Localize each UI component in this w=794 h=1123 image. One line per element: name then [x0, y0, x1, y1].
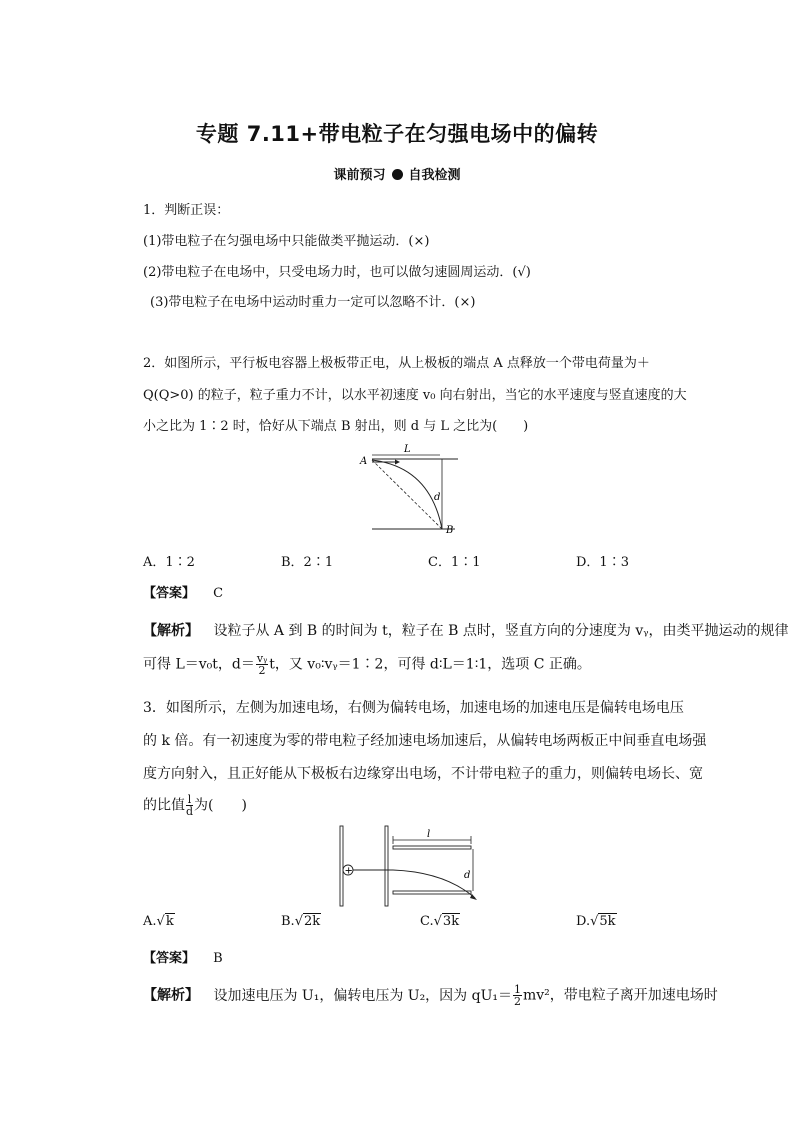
analysis-text-2a: 可得 L＝v₀t，d＝	[143, 656, 255, 673]
q3-option-a[interactable]: A.√k	[143, 914, 174, 929]
q1-stem: 1．判断正误：	[143, 203, 230, 218]
q2-analysis-line-2	[143, 653, 591, 676]
q3-answer-row	[143, 947, 223, 966]
analysis-label: 【解析】	[143, 623, 199, 639]
accel-plate-right	[385, 826, 388, 906]
label-l: l	[427, 829, 431, 840]
q3-line-3: 度方向射入，且正好能从下极板右边缘穿出电场，不计带电粒子的重力，则偏转电场长、宽	[143, 766, 703, 782]
section-subtitle	[0, 164, 794, 183]
page-title: 专题 7.11+带电粒子在匀强电场中的偏转	[195, 122, 599, 146]
subtitle-left: 课前预习	[333, 168, 386, 183]
deflect-plate-upper	[393, 846, 471, 849]
q1-item-3: (3)带电粒子在电场中运动时重力一定可以忽略不计．(×)	[150, 295, 476, 310]
analysis-label: 【解析】	[143, 987, 199, 1004]
arrowhead-icon	[395, 460, 400, 465]
q2-line-1: 2．如图所示，平行板电容器上极板带正电，从上极板的端点 A 点释放一个带电荷量为＋	[143, 356, 650, 371]
q3-line-2: 的 k 倍。有一初速度为零的带电粒子经加速电场加速后，从偏转电场两板正中间垂直电场强	[143, 733, 707, 749]
q2-option-b[interactable]: B．2∶1	[281, 555, 334, 570]
answer-label: 【答案】	[143, 951, 196, 966]
fraction-vy-over-2: $\frac{\text{vᵧ}}{2}$	[256, 652, 268, 677]
q3-figure	[335, 826, 485, 908]
q3-line-1: 3．如图所示，左侧为加速电场，右侧为偏转电场，加速电场的加速电压是偏转电场电压	[143, 700, 684, 716]
q3-line-4: 的比值 $\frac{l}{d}$ 为( )	[143, 793, 247, 818]
trajectory-curve	[372, 460, 442, 529]
particle-plus-sign: +	[344, 865, 353, 877]
deflect-plate-lower	[393, 891, 471, 894]
q3-option-c[interactable]: C.√3k	[420, 914, 460, 929]
q3-option-b[interactable]: B.√2k	[281, 914, 321, 929]
label-d: d	[434, 492, 441, 503]
subtitle-right: 自我检测	[408, 168, 461, 183]
answer-label: 【答案】	[143, 586, 196, 601]
q2-option-a[interactable]: A．1∶2	[143, 555, 195, 570]
q2-line-2: Q(Q>0) 的粒子，粒子重力不计，以水平初速度 v₀ 向右射出，当它的水平速度与竖直速度的大	[143, 388, 687, 403]
answer-value: C	[213, 586, 224, 601]
fraction-l-over-d: $\frac{l}{d}$	[186, 793, 194, 818]
q2-figure	[350, 445, 470, 535]
q3-option-d[interactable]: D.√5k	[576, 914, 616, 929]
label-A: A	[360, 456, 368, 467]
label-d-2: d	[464, 870, 471, 881]
q2-option-c[interactable]: C．1∶1	[428, 555, 481, 570]
fraction-one-half: $\frac{1}{2}$	[514, 983, 521, 1008]
analysis-text-2b: t，又 v₀∶vᵧ＝1∶2，可得 d∶L＝1∶1，选项 C 正确。	[269, 656, 591, 673]
q2-option-d[interactable]: D．1∶3	[576, 555, 629, 570]
q3-analysis-line-1: 【解析】 设加速电压为 U₁，偏转电压为 U₂，因为 qU₁＝ $\frac{1}{2}$ mv²，带电粒子离开加速电场时	[143, 983, 718, 1008]
q1-item-2: (2)带电粒子在电场中，只受电场力时，也可以做匀速圆周运动．(√)	[143, 265, 531, 280]
displacement-dashed	[372, 460, 442, 529]
label-B: B	[446, 525, 454, 536]
analysis-text-1: 设粒子从 A 到 B 的时间为 t，粒子在 B 点时，竖直方向的分速度为 vᵧ，由类平抛运动的规律	[213, 623, 789, 639]
label-L: L	[404, 444, 411, 455]
answer-value: B	[213, 951, 223, 966]
q2-answer-row	[143, 582, 223, 601]
q2-line-3: 小之比为 1∶2 时，恰好从下端点 B 射出，则 d 与 L 之比为( )	[143, 419, 529, 434]
accel-plate-left	[340, 826, 343, 906]
bullet-dot-icon	[392, 169, 403, 180]
q2-analysis-line-1	[143, 620, 789, 640]
q1-item-1: (1)带电粒子在匀强电场中只能做类平抛运动．(×)	[143, 234, 430, 249]
